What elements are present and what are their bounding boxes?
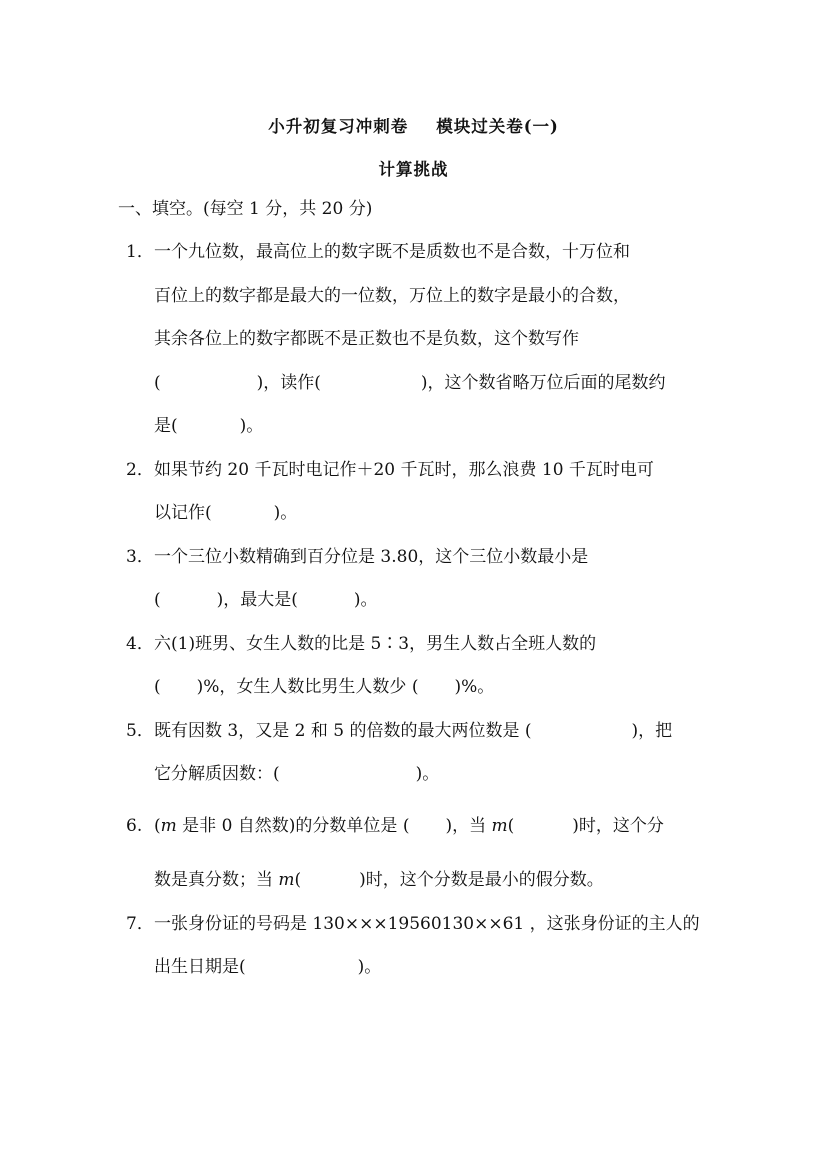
question-text: )。 [239,416,264,436]
question-text: )，当 [445,816,492,836]
question-1-line-4 [154,372,666,394]
question-7-line-2 [154,956,381,978]
question-number: 6. [126,816,143,836]
question-text: 是( [154,416,178,436]
question-text: )%，女生人数比男生人数少 ( [196,677,419,697]
question-text: 一张身份证的号码是 130×××19560130××61 ，这张身份证的主人的 [154,914,700,934]
question-text: )，这个数省略万位后面的尾数约 [420,373,666,393]
question-text: 以记作( [154,503,212,523]
question-text: )时，这个分 [572,816,664,836]
question-text: )。 [353,590,378,610]
question-number: 2． [126,460,154,480]
question-4-line-1 [126,633,596,655]
question-number: 5． [126,721,154,741]
question-3-line-2 [154,589,378,611]
page-title [0,113,827,137]
section-heading: 一、填空。(每空 1 分，共 20 分) [118,199,373,219]
question-5-line-1 [126,720,672,742]
question-text: ( [154,590,161,610]
question-1-line-5 [154,415,263,437]
question-text: 它分解质因数：( [154,764,280,784]
question-text: 数是真分数；当 [154,870,279,890]
question-1-line-3: 其余各位上的数字都既不是正数也不是负数，这个数写作 [154,329,579,349]
question-6-line-2 [154,869,604,891]
question-7-line-1 [126,913,700,935]
question-2-line-2 [154,502,297,524]
page-subtitle: 计算挑战 [378,160,449,179]
question-4-line-2 [154,676,494,698]
question-text: ( [154,816,161,836]
answer-blank-open: ( [154,373,161,393]
question-6-line-1 [126,815,664,837]
question-text: 是非 0 自然数)的分数单位是 ( [176,816,410,836]
question-text: ( [507,816,515,836]
variable-m: m [278,870,295,890]
question-text: )，把 [631,721,673,741]
question-text: )。 [415,764,440,784]
question-text: )。 [357,957,382,977]
question-number: 3． [126,547,154,567]
question-text: 一个九位数，最高位上的数字既不是质数也不是合数，十万位和 [154,242,630,262]
question-text: 既有因数 3，又是 2 和 5 的倍数的最大两位数是 ( [154,721,532,741]
question-5-line-2 [154,763,439,785]
question-text: )，最大是( [216,590,298,610]
question-text: ( [154,677,161,697]
question-number: 1． [126,242,154,262]
variable-m: m [491,816,508,836]
title-left: 小升初复习冲刺卷 [268,117,409,136]
title-right: 模块过关卷(一) [436,117,559,136]
question-text: ( [294,870,302,890]
question-text: )%。 [454,677,495,697]
question-text: )，读作( [256,373,321,393]
question-2-line-1 [126,459,654,481]
question-text: )。 [273,503,298,523]
question-1-line-1 [126,241,630,263]
question-1-line-2: 百位上的数字都是最大的一位数，万位上的数字是最小的合数， [154,286,630,306]
question-number: 7． [126,914,154,934]
question-number: 4． [126,634,154,654]
question-text: 出生日期是( [154,957,246,977]
variable-m: m [160,816,177,836]
question-text: 一个三位小数精确到百分位是 3.80，这个三位小数最小是 [154,547,589,567]
question-text: )时，这个分数是最小的假分数。 [359,870,604,890]
question-3-line-1 [126,546,588,568]
question-text: 六(1)班男、女生人数的比是 5∶3，男生人数占全班人数的 [154,634,597,654]
question-text: 如果节约 20 千瓦时电记作＋20 千瓦时，那么浪费 10 千瓦时电可 [154,460,654,480]
